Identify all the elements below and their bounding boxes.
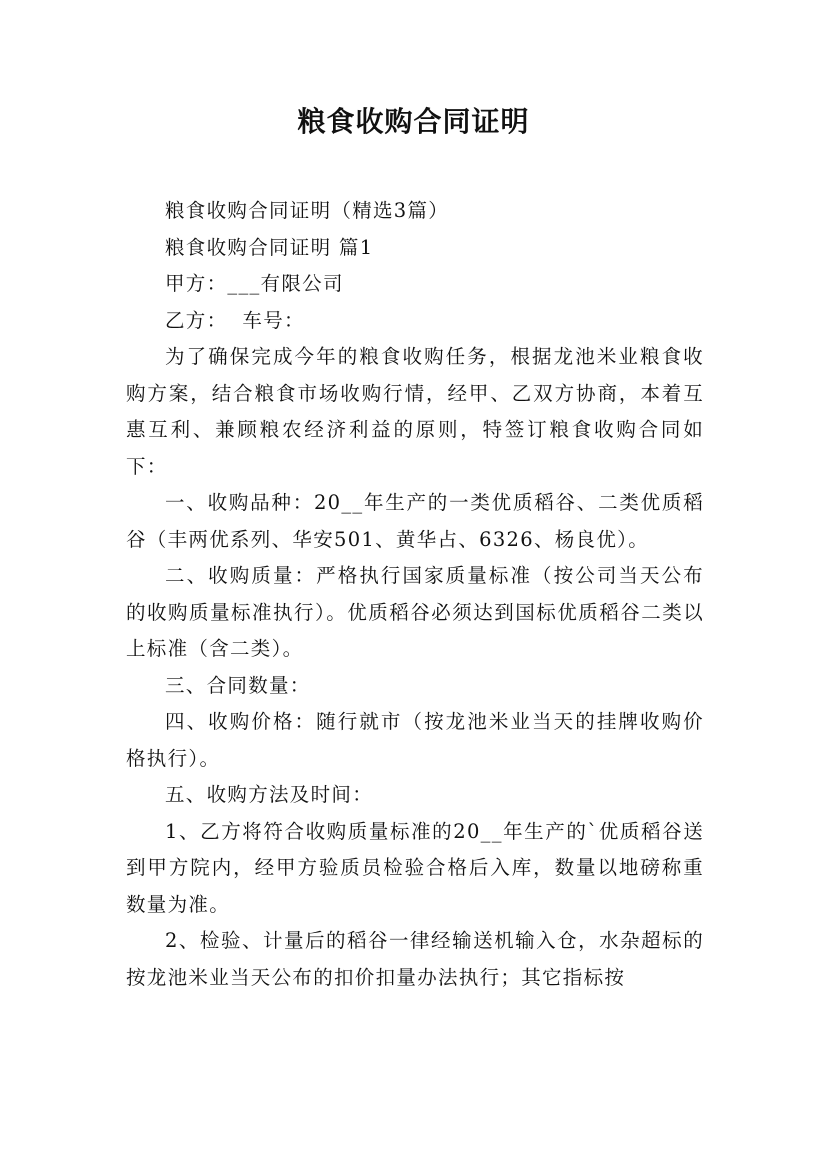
paragraph-item-3: 三、合同数量： bbox=[165, 673, 311, 697]
document-body bbox=[126, 193, 704, 996]
paragraph-item-5: 五、收购方法及时间： bbox=[165, 783, 374, 806]
paragraph-item-4: 四、收购价格：随行就市（按龙池米业当天的挂牌收购价格执行）。 bbox=[126, 710, 704, 770]
paragraph-item-2: 二、收购质量：严格执行国家质量标准（按公司当天公布的收购质量标准执行）。优质稻谷必须达到国标优质稻谷二类以上标准（含二类）。 bbox=[126, 564, 704, 660]
paragraph-item-5-2: 2、检验、计量后的稻谷一律经输送机输入仓，水杂超标的按龙池米业当天公布的扣价扣量办法执行；其它指标按 bbox=[126, 929, 704, 989]
paragraph-item-1: 一、收购品种：20__年生产的一类优质稻谷、二类优质稻谷（丰两优系列、华安501、黄华占、6326、杨良优）。 bbox=[126, 491, 704, 551]
paragraph-subtitle: 粮食收购合同证明（精选3篇） bbox=[165, 199, 450, 222]
paragraph-section-heading: 粮食收购合同证明 篇1 bbox=[165, 235, 374, 259]
paragraph-item-5-1: 1、乙方将符合收购质量标准的20__年生产的`优质稻谷送到甲方院内，经甲方验质员检验合格后入库，数量以地磅称重数量为准。 bbox=[126, 819, 704, 916]
paragraph-intro: 为了确保完成今年的粮食收购任务，根据龙池米业粮食收购方案，结合粮食市场收购行情，经甲、乙双方协商，本着互惠互利、兼顾粮农经济利益的原则，特签订粮食收购合同如下： bbox=[126, 345, 704, 478]
document-title: 粮食收购合同证明 bbox=[297, 105, 530, 138]
paragraph-party-a: 甲方：___有限公司 bbox=[165, 272, 344, 295]
paragraph-party-b: 乙方： 车号： bbox=[165, 308, 305, 332]
